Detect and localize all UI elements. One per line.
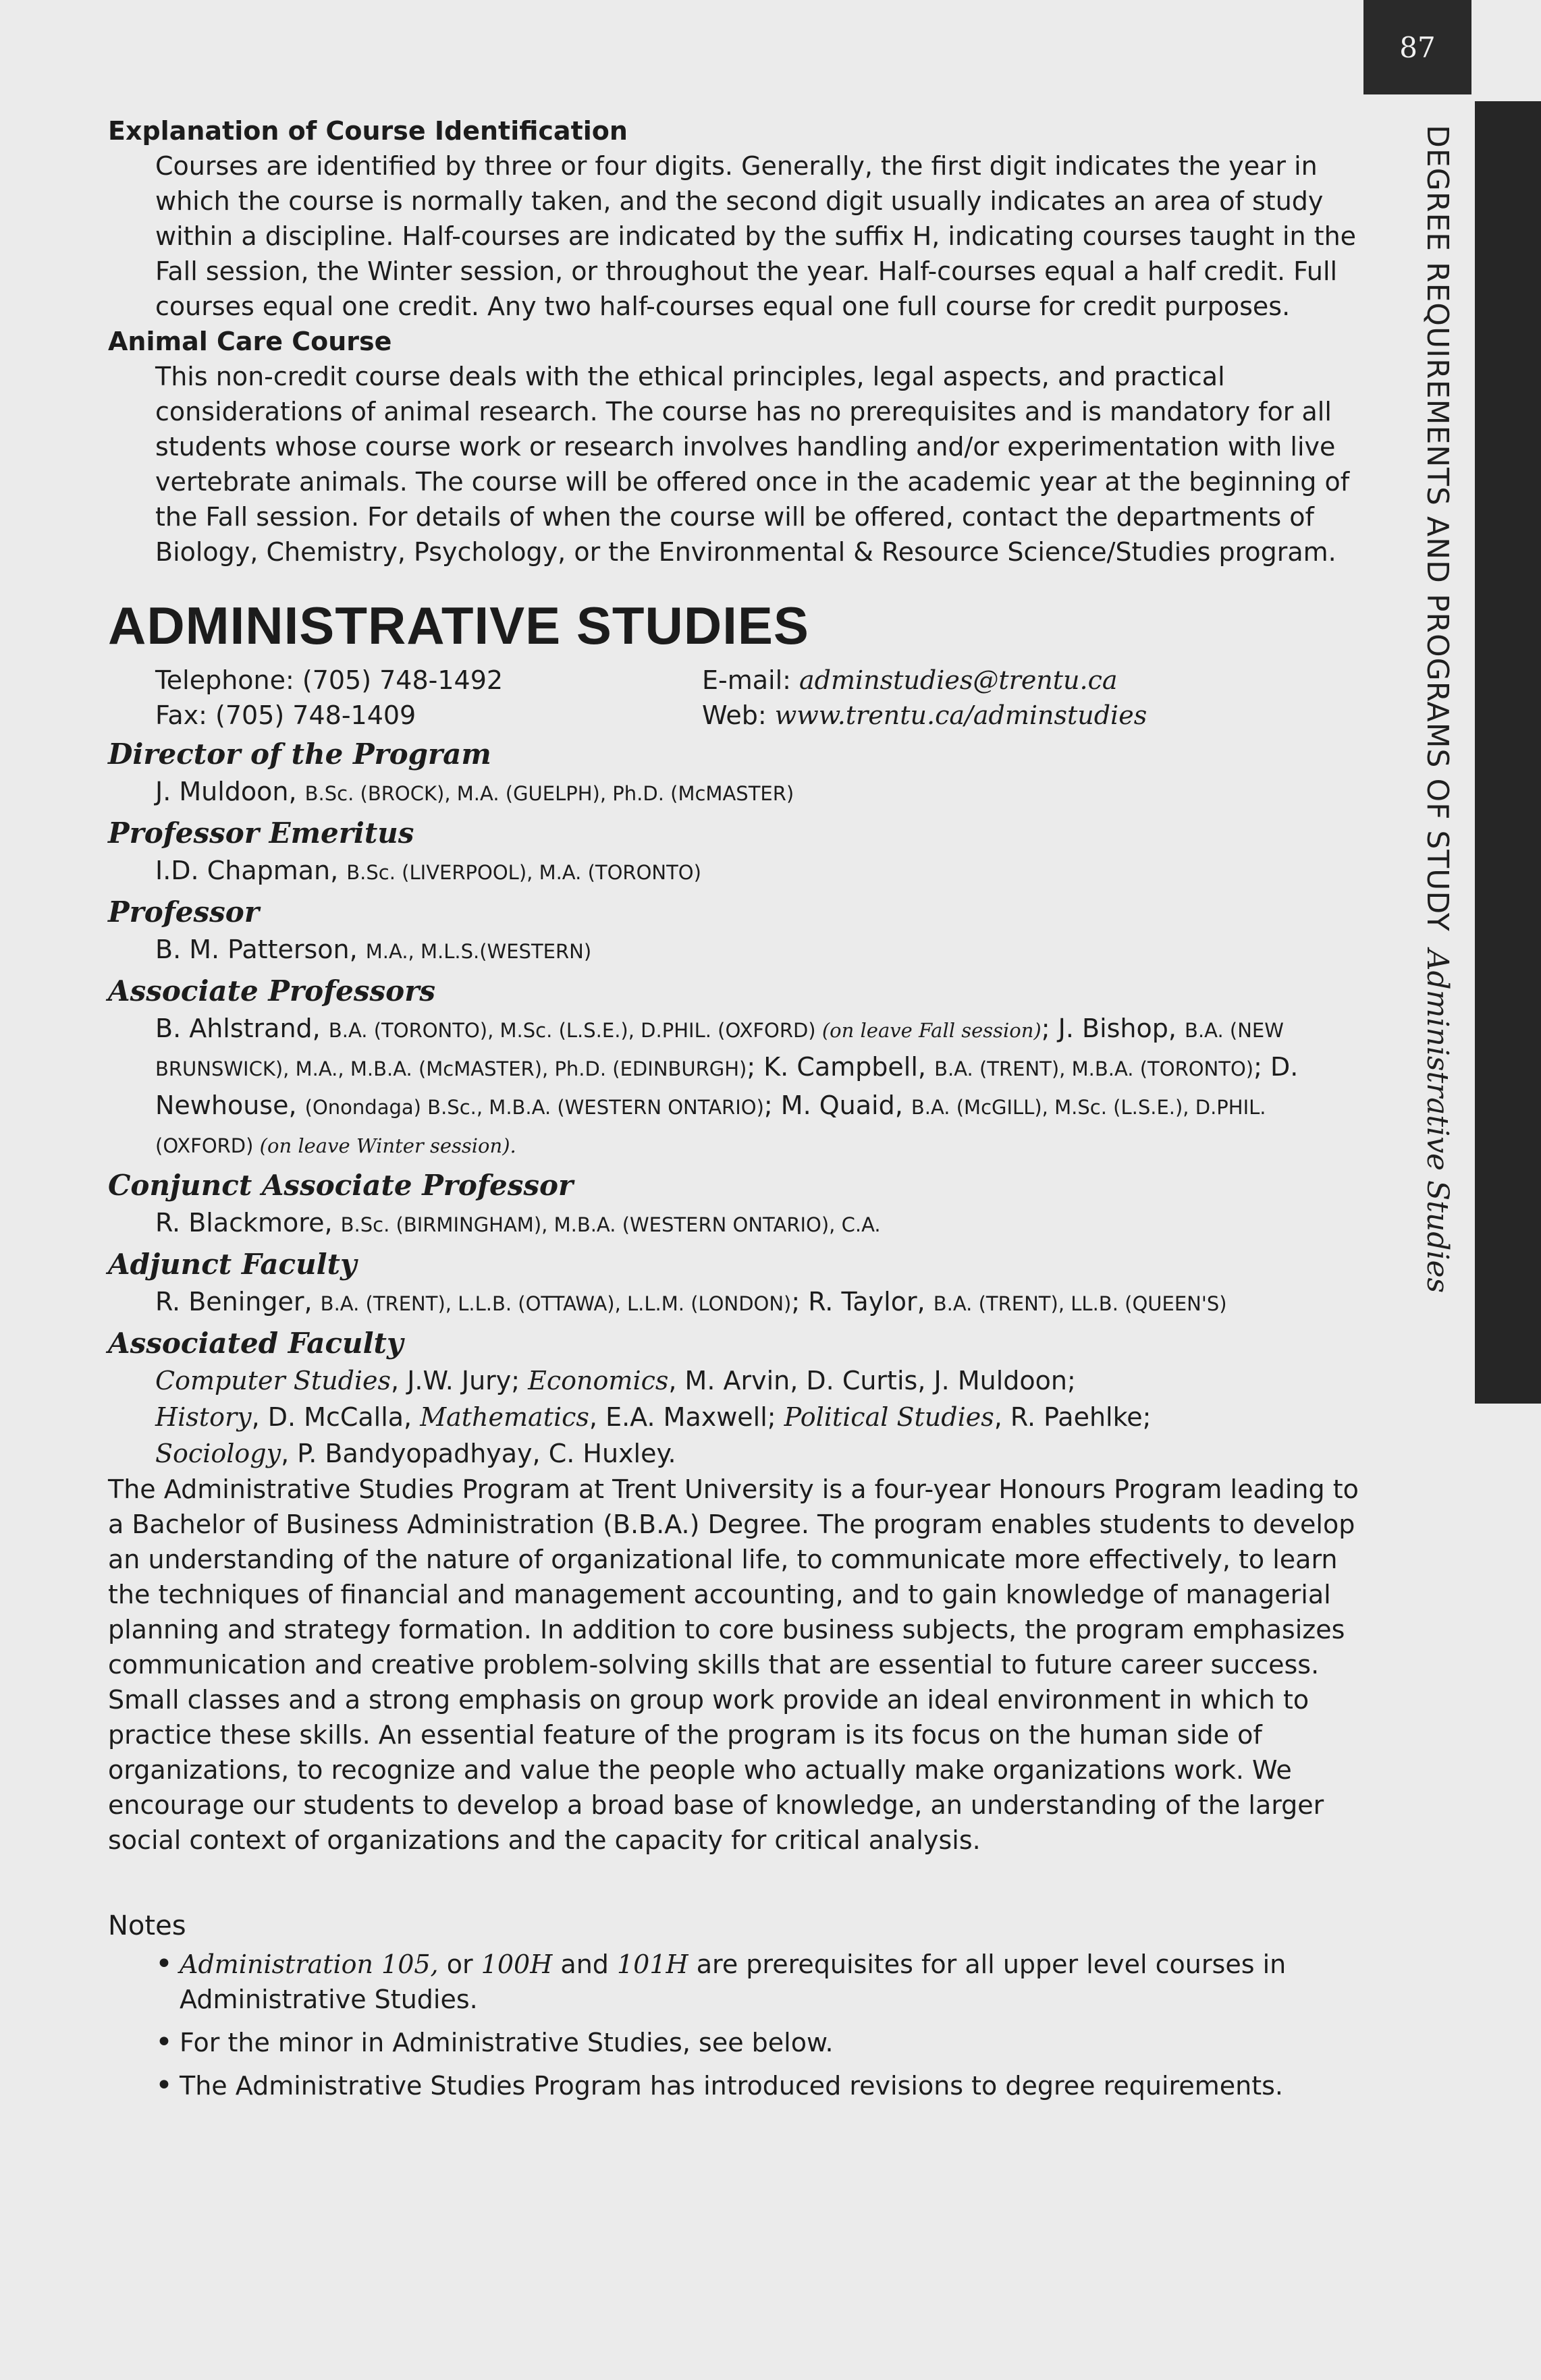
- note-item: • For the minor in Administrative Studies, see below.: [155, 2025, 1363, 2060]
- running-header-sub: Administrative Studies: [1420, 949, 1455, 1294]
- associated-heading: Associated Faculty: [108, 1327, 404, 1360]
- credentials: B.A. (NEW BRUNSWICK), M.A., M.B.A. (McMASTER), Ph.D. (EDINBURGH): [155, 1019, 1284, 1080]
- credentials: B.A. (TORONTO), M.Sc. (L.S.E.), D.PHIL. (OXFORD): [328, 1019, 822, 1042]
- person-name: ; K. Campbell,: [747, 1052, 935, 1082]
- web-line: [702, 698, 1363, 733]
- person-name: ; R. Taylor,: [791, 1287, 934, 1317]
- emeritus-entry: [108, 852, 1363, 891]
- discipline: Sociology: [155, 1439, 281, 1468]
- course-ref: Administration 105,: [180, 1949, 439, 1979]
- note-item: [155, 1947, 1363, 2017]
- names: , J.W. Jury;: [391, 1366, 529, 1395]
- credentials: B.Sc. (BIRMINGHAM), M.B.A. (WESTERN ONTARIO), C.A.: [340, 1213, 881, 1236]
- conjunct-heading: Conjunct Associate Professor: [108, 1169, 574, 1202]
- course-id-text: Courses are identified by three or four digits. Generally, the first digit indicates the year in which the course is normally taken, and the second digit usually indicates an area of study within a discipline. Half-courses are indicated by the suffix H, indicating courses taught in the Fall session, the Winter session, or throughout the year. Half-courses equal a half credit. Full courses equal one credit. Any two half-courses equal one full course for credit purposes.: [155, 151, 1357, 321]
- names: , E.A. Maxwell;: [589, 1402, 784, 1432]
- note-text: are prerequisites for all upper level courses in Administrative Studies.: [180, 1949, 1287, 2014]
- note-text: or: [438, 1949, 481, 1979]
- course-id-heading: Explanation of Course Identification: [108, 116, 628, 146]
- professor-entry: [108, 931, 1363, 970]
- program-title: ADMINISTRATIVE STUDIES: [108, 596, 809, 655]
- discipline: History: [155, 1402, 252, 1432]
- discipline: Computer Studies: [155, 1366, 391, 1395]
- notes-heading: Notes: [108, 1910, 186, 1941]
- note-text: and: [552, 1949, 617, 1979]
- note-item: • The Administrative Studies Program has introduced revisions to degree requirements.: [155, 2068, 1363, 2103]
- professor-heading: Professor: [108, 895, 259, 929]
- web-link[interactable]: www.trentu.ca/adminstudies: [774, 700, 1147, 730]
- course-ref: 100H: [481, 1949, 553, 1979]
- credentials: B.Sc. (LIVERPOOL), M.A. (TORONTO): [346, 861, 701, 884]
- director-entry: [108, 773, 1363, 812]
- director-heading: Director of the Program: [108, 738, 491, 771]
- email-link[interactable]: adminstudies@trentu.ca: [799, 665, 1118, 695]
- person-name: R. Beninger,: [155, 1287, 321, 1317]
- leave-note: (on leave Winter session).: [259, 1134, 516, 1157]
- main-content: [108, 113, 1363, 2111]
- running-header-vertical: [1420, 125, 1455, 1293]
- discipline: Political Studies: [784, 1402, 994, 1432]
- credentials: B.Sc. (BROCK), M.A. (GUELPH), Ph.D. (McMASTER): [304, 782, 794, 805]
- emeritus-heading: Professor Emeritus: [108, 817, 414, 850]
- associated-entries: [108, 1362, 1363, 1472]
- leave-note: (on leave Fall session): [821, 1019, 1042, 1042]
- credentials: (Onondaga) B.Sc., M.B.A. (WESTERN ONTARIO): [304, 1096, 764, 1119]
- credentials: B.A. (McGILL), M.Sc. (L.S.E.), D.PHIL. (OXFORD): [155, 1096, 1266, 1157]
- adjunct-heading: Adjunct Faculty: [108, 1248, 357, 1281]
- associate-heading: Associate Professors: [108, 974, 435, 1007]
- credentials: B.A. (TRENT), L.L.B. (OTTAWA), L.L.M. (LONDON): [320, 1292, 792, 1315]
- person-name: B. Ahlstrand,: [155, 1014, 329, 1043]
- names: , M. Arvin, D. Curtis, J. Muldoon;: [668, 1366, 1076, 1395]
- email-label: E-mail:: [702, 665, 800, 695]
- telephone: Telephone: (705) 748-1492: [155, 665, 504, 695]
- names: , R. Paehlke;: [994, 1402, 1152, 1432]
- person-name: R. Blackmore,: [155, 1208, 341, 1238]
- person-name: ; J. Bishop,: [1041, 1014, 1185, 1043]
- page-number: 87: [1363, 0, 1471, 94]
- conjunct-entry: [108, 1205, 1363, 1243]
- person-name: J. Muldoon,: [155, 777, 305, 806]
- names: , D. McCalla,: [251, 1402, 421, 1432]
- course-ref: 101H: [617, 1949, 688, 1979]
- credentials: B.A. (TRENT), LL.B. (QUEEN'S): [933, 1292, 1227, 1315]
- web-label: Web:: [702, 700, 775, 730]
- program-description: The Administrative Studies Program at Trent University is a four-year Honours Program leading to a Bachelor of Business Administration (B.B.A.) Degree. The program enables students to develop an understanding of the nature of organizational life, to communicate more effectively, to learn the techniques of financial and management accounting, and to gain knowledge of managerial planning and strategy formation. In addition to core business subjects, the program emphasizes communication and creative problem-solving skills that are essential to future career success. Small classes and a strong emphasis on group work provide an ideal environment in which to practice these skills. An essential feature of the program is its focus on the human side of organizations, to recognize and value the people who actually make organizations work. We encourage our students to develop a broad base of knowledge, an understanding of the larger social context of organizations and the capacity for critical analysis.: [108, 1474, 1359, 1855]
- discipline: Mathematics: [420, 1402, 589, 1432]
- notes-list: [108, 1947, 1363, 2103]
- person-name: ; M. Quaid,: [763, 1090, 911, 1120]
- discipline: Economics: [528, 1366, 669, 1395]
- adjunct-entries: [108, 1283, 1363, 1322]
- email-line: [702, 663, 1363, 698]
- fax: Fax: (705) 748-1409: [155, 700, 416, 730]
- animal-care-heading: Animal Care Course: [108, 327, 392, 356]
- credentials: B.A. (TRENT), M.B.A. (TORONTO): [934, 1057, 1254, 1080]
- person-name: I.D. Chapman,: [155, 856, 347, 885]
- running-header-main: DEGREE REQUIREMENTS AND PROGRAMS OF STUDY: [1420, 125, 1455, 932]
- credentials: M.A., M.L.S.(WESTERN): [365, 940, 592, 963]
- person-name: B. M. Patterson,: [155, 935, 366, 964]
- section-tab-bar: [1475, 101, 1541, 1404]
- contact-block: [108, 663, 1363, 733]
- person-name: ; D. Newhouse,: [155, 1052, 1299, 1120]
- associate-entries: [108, 1010, 1363, 1164]
- names: , P. Bandyopadhyay, C. Huxley.: [281, 1439, 676, 1468]
- animal-care-text: This non-credit course deals with the ethical principles, legal aspects, and practical considerations of animal research. The course has no prerequisites and is mandatory for all students whose course work or research involves handling and/or experimentation with live vertebrate animals. The course will be offered once in the academic year at the beginning of the Fall session. For details of when the course will be offered, contact the departments of Biology, Chemistry, Psychology, or the Environmental & Resource Science/Studies program.: [155, 362, 1350, 567]
